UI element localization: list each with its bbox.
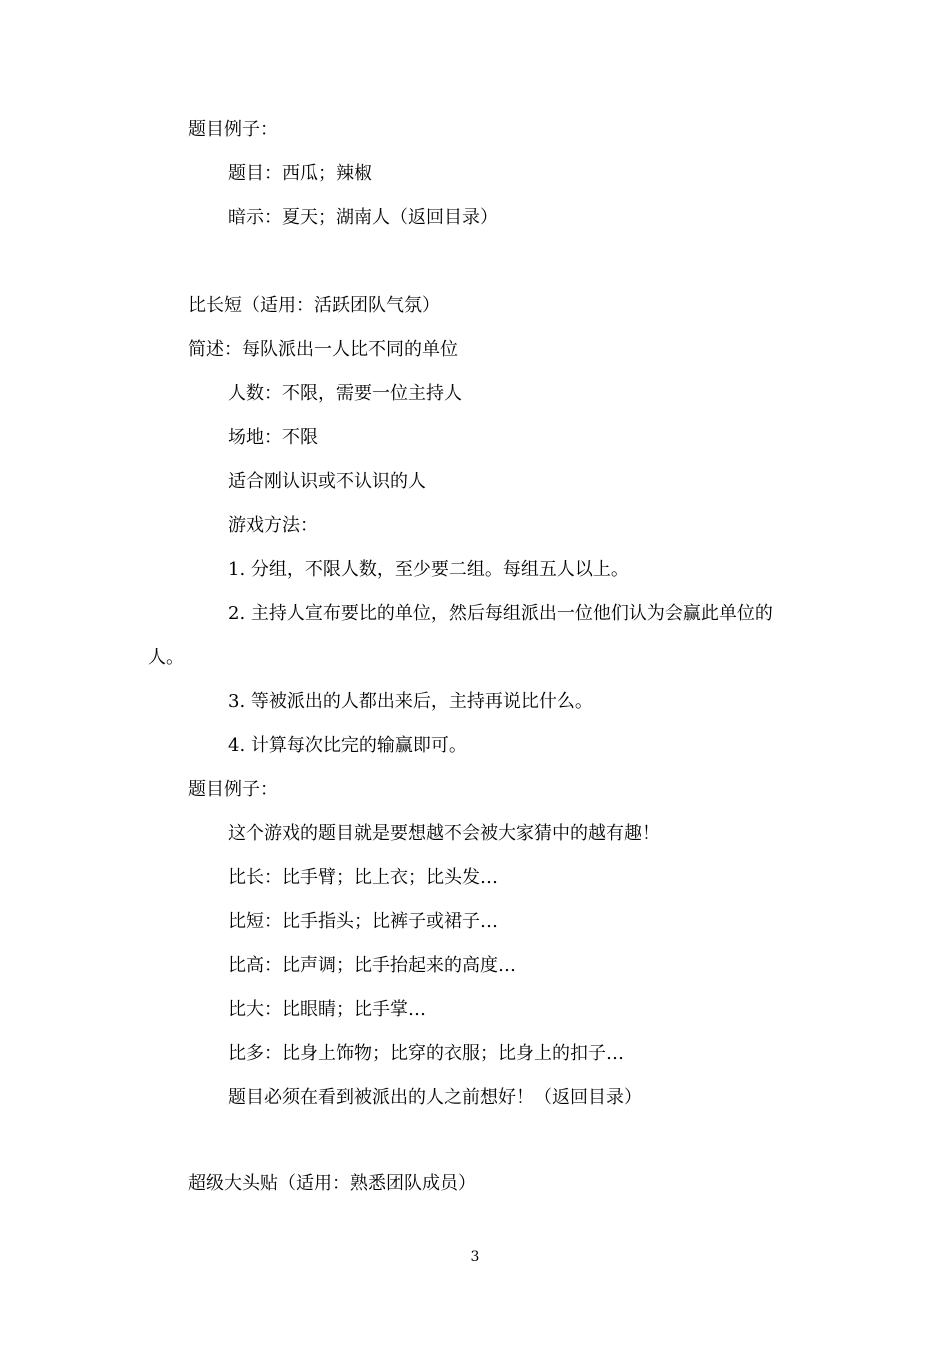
game-step: 2. 主持人宣布要比的单位，然后每组派出一位他们认为会赢此单位的: [228, 603, 773, 624]
game-example: 比多：比身上饰物；比穿的衣服；比身上的扣子…: [228, 1043, 624, 1064]
game-step-continuation: 人。: [148, 647, 184, 668]
game-suitable: 适合刚认识或不认识的人: [228, 471, 426, 492]
game-people: 人数：不限，需要一位主持人: [228, 383, 462, 404]
game-step: 3. 等被派出的人都出来后，主持再说比什么。: [228, 691, 593, 712]
game-step: 4. 计算每次比完的输赢即可。: [228, 735, 467, 756]
example-topic: 题目：西瓜；辣椒: [228, 163, 372, 184]
game-example: 比高：比声调；比手抬起来的高度…: [228, 955, 516, 976]
game-example: 题目必须在看到被派出的人之前想好！（返回目录）: [228, 1087, 642, 1108]
game-example: 比长：比手臂；比上衣；比头发…: [228, 867, 498, 888]
example-heading: 题目例子：: [188, 119, 278, 140]
game-example: 这个游戏的题目就是要想越不会被大家猜中的越有趣！: [228, 823, 660, 844]
next-game-title: 超级大头贴（适用：熟悉团队成员）: [188, 1173, 476, 1194]
game-venue: 场地：不限: [228, 427, 318, 448]
game-examples-heading: 题目例子：: [188, 779, 278, 800]
page-number: 3: [470, 1249, 480, 1265]
game-step: 1. 分组，不限人数，至少要二组。每组五人以上。: [228, 559, 629, 580]
example-hint: 暗示：夏天；湖南人（返回目录）: [228, 207, 498, 228]
game-example: 比大：比眼睛；比手掌…: [228, 999, 426, 1020]
game-title: 比长短（适用：活跃团队气氛）: [188, 295, 440, 316]
game-example: 比短：比手指头；比裤子或裙子…: [228, 911, 498, 932]
game-method-heading: 游戏方法：: [228, 515, 318, 536]
game-summary: 简述：每队派出一人比不同的单位: [188, 339, 458, 360]
